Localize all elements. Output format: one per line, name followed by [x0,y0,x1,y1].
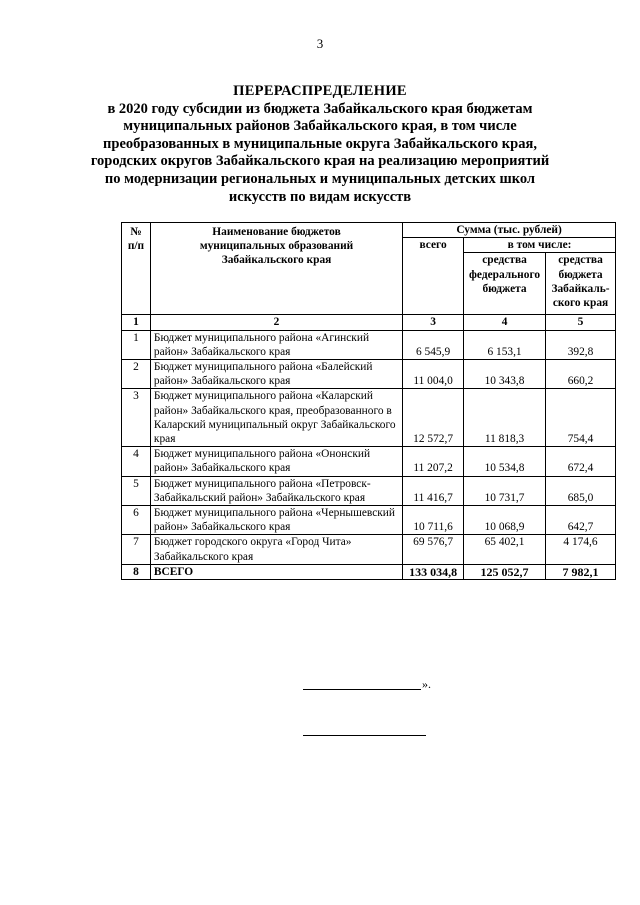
table-row [122,506,616,535]
total-number: 8 [122,564,151,579]
total-federal: 125 052,7 [464,564,546,579]
header-federal: средства федерального бюджета [464,253,546,315]
row-name: Бюджет городского округа «Город Чита» Забайкальского края [150,535,402,564]
row-regional: 672,4 [546,447,616,476]
row-federal: 11 818,3 [464,389,546,447]
header-total: всего [403,238,464,315]
closing-quote-mark: ». [422,677,431,691]
index-cell: 2 [150,315,402,330]
row-federal: 10 534,8 [464,447,546,476]
row-regional: 392,8 [546,330,616,359]
row-name: Бюджет муниципального района «Ононский район» Забайкальского края [150,447,402,476]
title-line: преобразованных в муниципальные округа Забайкальского края, [103,135,537,152]
row-federal: 10 731,7 [464,476,546,505]
row-regional: 642,7 [546,506,616,535]
header-including: в том числе: [464,238,616,253]
row-number: 5 [122,476,151,505]
row-regional: 685,0 [546,476,616,505]
total-sum: 133 034,8 [403,564,464,579]
row-federal: 10 068,9 [464,506,546,535]
row-name: Бюджет муниципального района «Каларский район» Забайкальского края, преобразованного в Каларский муниципальный округ Забайкальского края [150,389,402,447]
header-name: Наименование бюджетов муниципальных образований Забайкальского края [150,223,402,315]
title-line: городских округов Забайкальского края на реализацию мероприятий [90,153,550,170]
row-federal: 6 153,1 [464,330,546,359]
row-number: 1 [122,330,151,359]
page-number: 3 [316,36,324,51]
table-row [122,330,616,359]
row-number: 2 [122,360,151,389]
closing-underline [303,689,421,690]
index-cell: 1 [122,315,151,330]
row-total: 12 572,7 [403,389,464,447]
row-number: 4 [122,447,151,476]
header-regional: средства бюджета Забайкаль-ского края [546,253,616,315]
row-number: 3 [122,389,151,447]
title-line: в 2020 году субсидии из бюджета Забайкальского края бюджетам [107,100,533,117]
index-cell: 4 [464,315,546,330]
title-line: искусств по видам искусств [228,188,412,205]
row-number: 7 [122,535,151,564]
row-total: 6 545,9 [403,330,464,359]
row-total: 11 416,7 [403,476,464,505]
row-name: Бюджет муниципального района «Чернышевский район» Забайкальского края [150,506,402,535]
table-row [122,447,616,476]
total-label: ВСЕГО [150,564,402,579]
row-total: 10 711,6 [403,506,464,535]
row-total: 69 576,7 [403,535,464,564]
row-federal: 10 343,8 [464,360,546,389]
header-num: № п/п [122,223,151,315]
row-name: Бюджет муниципального района «Петровск-Забайкальский район» Забайкальского края [150,476,402,505]
header-row [122,223,616,238]
row-total: 11 004,0 [403,360,464,389]
header-sum: Сумма (тыс. рублей) [403,223,616,238]
table-row [122,360,616,389]
total-row [122,564,616,579]
subsidy-table [121,222,616,580]
row-regional: 4 174,6 [546,535,616,564]
separator-line [303,735,426,736]
title-line: по модернизации региональных и муниципальных детских школ [104,170,536,187]
table-row [122,476,616,505]
row-regional: 754,4 [546,389,616,447]
row-name: Бюджет муниципального района «Балейский район» Забайкальского края [150,360,402,389]
index-row [122,315,616,330]
document-title [0,83,640,206]
index-cell: 3 [403,315,464,330]
total-regional: 7 982,1 [546,564,616,579]
title-heading: ПЕРЕРАСПРЕДЕЛЕНИЕ [233,83,407,99]
row-name: Бюджет муниципального района «Агинский район» Забайкальского края [150,330,402,359]
table-row [122,535,616,564]
row-regional: 660,2 [546,360,616,389]
row-number: 6 [122,506,151,535]
title-line: муниципальных районов Забайкальского края, в том числе [123,118,517,135]
row-federal: 65 402,1 [464,535,546,564]
index-cell: 5 [546,315,616,330]
table-row [122,389,616,447]
row-total: 11 207,2 [403,447,464,476]
